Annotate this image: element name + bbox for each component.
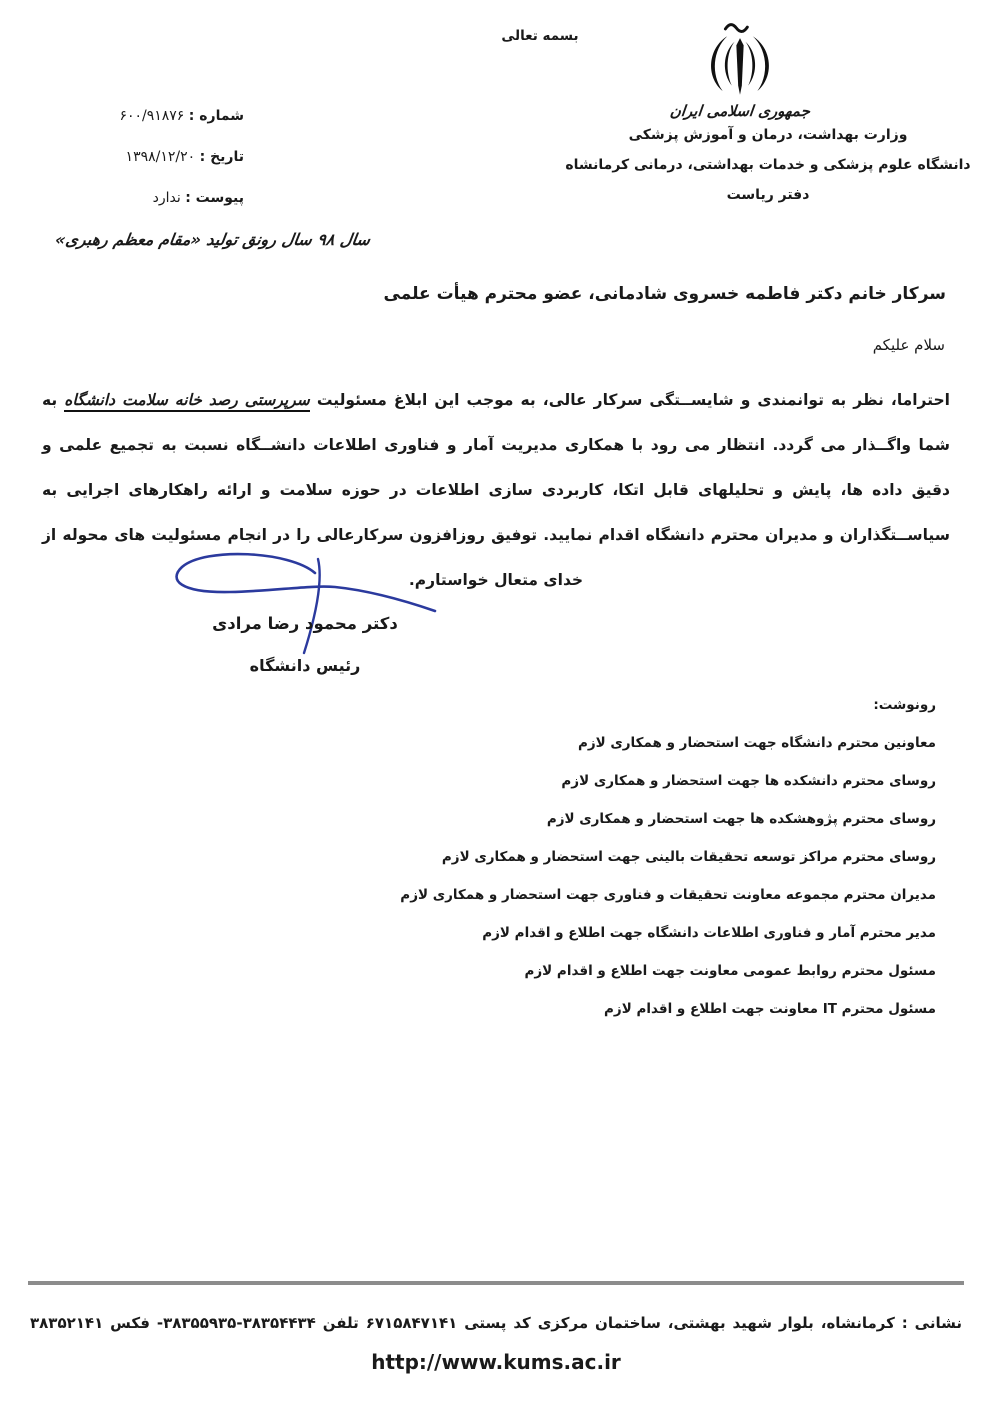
body-after: به شما واگــذار می گردد. انتظار می رود با همکاری مدیریت آمار و فناوری اطلاعات دانشــگاه نسبت به تجمیع علمی و دقیق داده ها، پایش و تحلیلهای قابل اتکا، کاربردی سازی اطلاعات در حوزه سلامت و ارائه راهکارهای اجرایی به سیاســتگذاران و مدیران محترم دانشگاه اقدام نمایید. توفیق روزافزون سرکارعالی را در انجام مسئولیت های محوله از خدای متعال خواستارم. [42, 391, 950, 589]
body-underlined-phrase: سرپرستی رصد خانه سلامت دانشگاه [64, 391, 309, 412]
signer-name: دکتر محمود رضا مرادی [212, 614, 398, 633]
salutation-line: سلام علیکم [872, 336, 945, 354]
attachment-value: ندارد [152, 190, 181, 206]
body-before: احتراما، نظر به توانمندی و شایســتگی سرکار عالی، به موجب این ابلاغ مسئولیت [309, 391, 950, 409]
cc-item: معاونین محترم دانشگاه جهت استحضار و همکاری لازم [577, 735, 936, 751]
cc-section [400, 686, 936, 1028]
emblem-wrap [522, 18, 958, 120]
date-value: ۱۳۹۸/۱۲/۲۰ [125, 149, 196, 165]
date-label: تاریخ : [199, 149, 244, 165]
footer-url: http://www.kums.ac.ir [371, 1350, 621, 1374]
number-value: ۶۰۰/۹۱۸۷۶ [119, 108, 185, 124]
signature-block [160, 603, 450, 687]
year-slogan: سال ۹۸ سال رونق تولید «مقام معظم رهبری» [53, 230, 372, 249]
cc-item: مدیران محترم مجموعه معاونت تحقیقات و فناوری جهت استحضار و همکاری لازم [400, 887, 936, 903]
attachment-label: پیوست : [185, 190, 244, 206]
iran-emblem-icon [694, 18, 786, 102]
letter-meta [14, 96, 244, 219]
cc-item: روسای محترم پژوهشکده ها جهت استحضار و همکاری لازم [546, 811, 936, 827]
meta-date [14, 137, 244, 178]
cc-item: مدیر محترم آمار و فناوری اطلاعات دانشگاه جهت اطلاع و اقدام لازم [482, 925, 936, 941]
number-label: شماره : [188, 108, 244, 124]
footer-divider [28, 1281, 964, 1285]
meta-number [14, 96, 244, 137]
meta-attachment [14, 178, 244, 219]
footer-address: نشانی : کرمانشاه، بلوار شهید بهشتی، ساختمان مرکزی کد پستی ۶۷۱۵۸۴۷۱۴۱ تلفن ۳۸۳۵۴۴۳۴-۳۸۳۵۵۹۳۵- فکس ۳۸۳۵۲۱۴۱ [30, 1314, 962, 1332]
university-line: دانشگاه علوم پزشکی و خدمات بهداشتی، درمانی کرمانشاه [565, 157, 971, 173]
cc-item: مسئول محترم روابط عمومی معاونت جهت اطلاع و اقدام لازم [524, 963, 936, 979]
cc-item: روسای محترم دانشکده ها جهت استحضار و همکاری لازم [561, 773, 936, 789]
cc-item: روسای محترم مراکز توسعه تحقیقات بالینی جهت استحضار و همکاری لازم [441, 849, 936, 865]
recipient-line: سرکار خانم دکتر فاطمه خسروی شادمانی، عضو محترم هیأت علمی [383, 284, 946, 304]
cc-item: مسئول محترم IT معاونت جهت اطلاع و اقدام لازم [604, 1001, 936, 1017]
cc-label: رونوشت: [873, 697, 936, 713]
signer-title: رئیس دانشگاه [249, 656, 361, 675]
ministry-line: وزارت بهداشت، درمان و آموزش پزشکی [628, 127, 908, 143]
bismillah-text: بسمه تعالی [501, 28, 579, 44]
office-line: دفتر ریاست [726, 187, 810, 203]
letterhead [550, 18, 986, 210]
republic-calligraphy: جمهوری اسلامی ایران [669, 102, 811, 120]
